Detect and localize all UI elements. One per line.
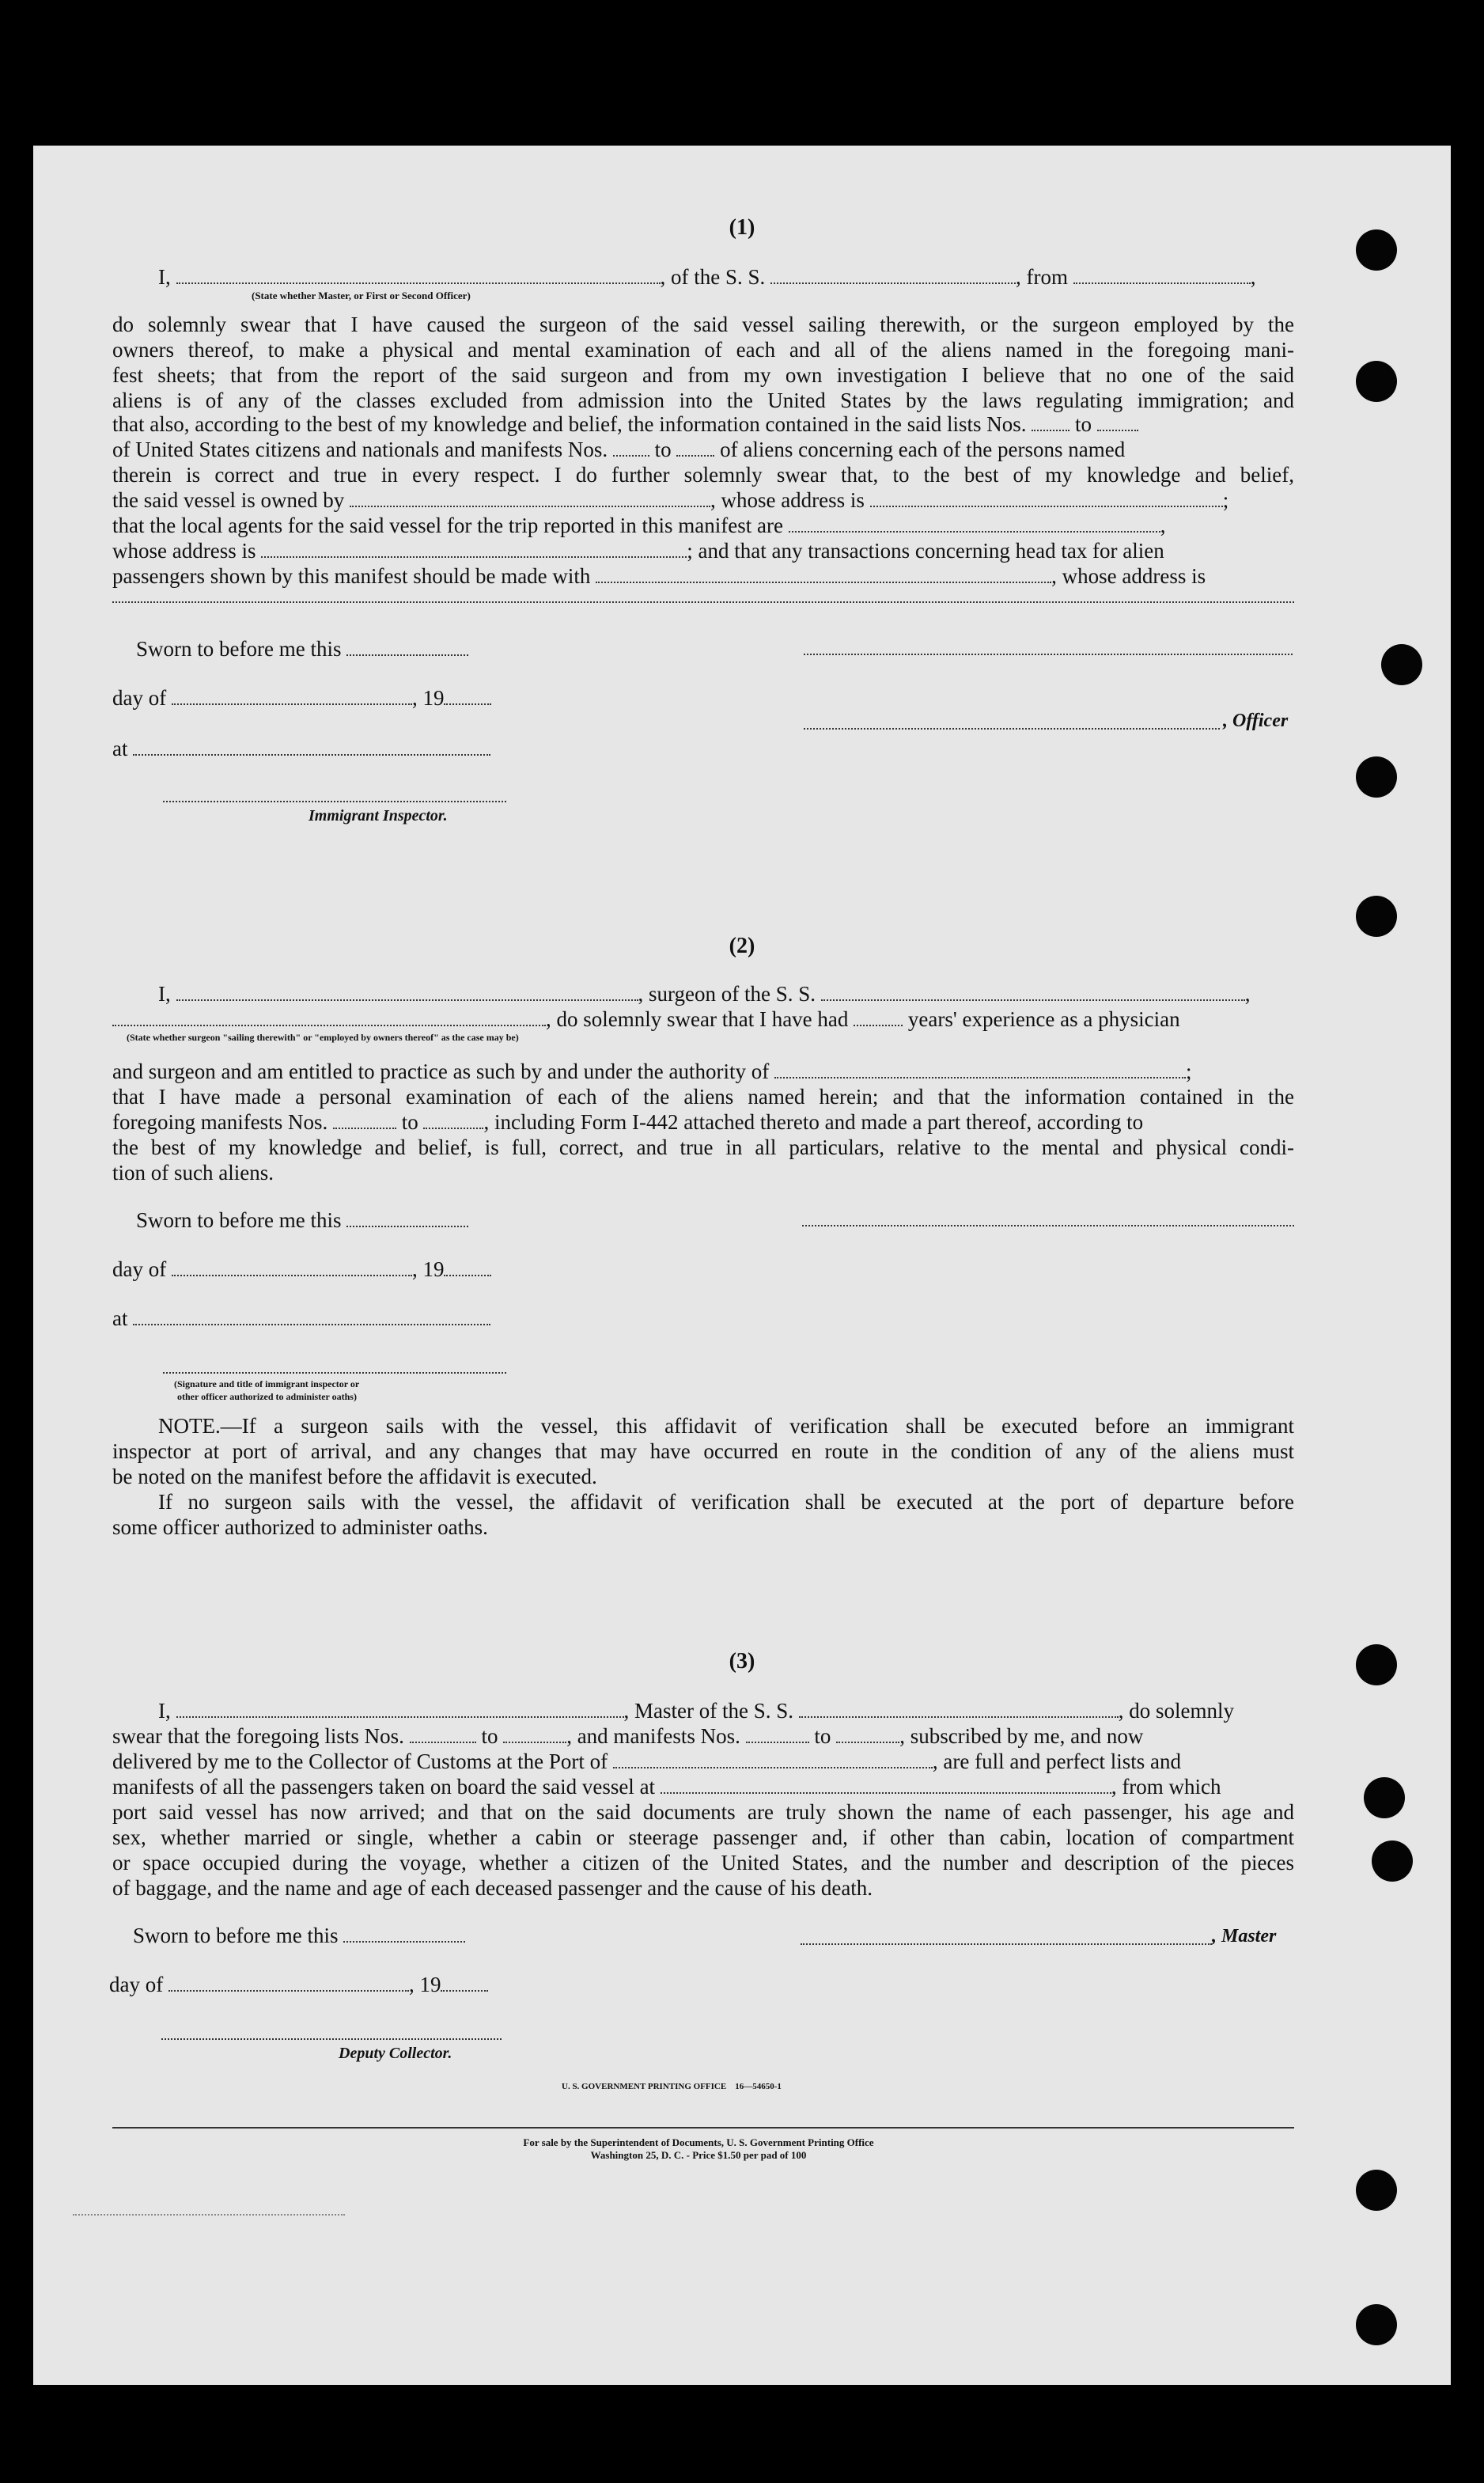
- s3-line4: manifests of all the passengers taken on board the said vessel at , from which: [112, 1775, 1221, 1799]
- s1-at: at: [112, 736, 490, 761]
- s3-line3: delivered by me to the Collector of Customs at the Port of , are full and perfect lists and: [112, 1749, 1182, 1773]
- s3-collector-signature-line[interactable]: [161, 2038, 502, 2040]
- s1-body-line: owners thereof, to make a physical and mental examination of each and all of the aliens named in the foregoing mani-: [112, 338, 1294, 362]
- sale-notice-2: Washington 25, D. C. - Price $1.50 per pad of 100: [590, 2149, 807, 2161]
- s2-line2: , do solemnly swear that I have had years' experience as a physician: [112, 1006, 1294, 1032]
- s3-body-line-last: of baggage, and the name and age of each deceased passenger and the cause of his death.: [112, 1876, 873, 1900]
- section-2-number: (2): [729, 934, 755, 958]
- s3-master-signature-line[interactable]: [801, 1943, 1212, 1945]
- s3-body-line: or space occupied during the voyage, whether a citizen of the United States, and the number and description of the pieces: [112, 1851, 1294, 1875]
- s2-line7: tion of such aliens.: [112, 1161, 274, 1185]
- s2-inspector-signature-line[interactable]: [163, 1372, 506, 1374]
- s2-line6: the best of my knowledge and belief, is full, correct, and true in all particulars, relative to the mental and physical condi-: [112, 1135, 1294, 1159]
- s1-body-line: do solemnly swear that I have caused the surgeon of the said vessel sailing therewith, or the surgeon employed by the: [112, 313, 1294, 336]
- s1-officer-note: (State whether Master, or First or Second Officer): [252, 290, 471, 301]
- footer-rule: [112, 2127, 1294, 2129]
- s2-note-line: NOTE.—If a surgeon sails with the vessel, this affidavit of verification shall be executed before an immigrant: [158, 1414, 1294, 1438]
- section-1-number: (1): [729, 215, 755, 240]
- s2-surgeon-note: (State whether surgeon "sailing therewith" or "employed by owners thereof" as the case may be): [127, 1032, 519, 1043]
- s1-whose-line: whose address is ; and that any transactions concerning head tax for alien: [112, 539, 1164, 563]
- s1-sworn: Sworn to before me this: [136, 636, 468, 662]
- punch-hole: [1364, 1777, 1405, 1818]
- stray-dotted-mark: [73, 2214, 345, 2216]
- sale-notice-1: For sale by the Superintendent of Documents, U. S. Government Printing Office: [523, 2136, 874, 2148]
- s1-line1: I, , of the S. S. , from ,: [158, 265, 1256, 289]
- s2-line4: that I have made a personal examination of each of the aliens named herein; and that the information contained in the: [112, 1085, 1294, 1109]
- s2-sig-note-2: other officer authorized to administer oaths): [177, 1391, 357, 1402]
- s2-surgeon-signature-line[interactable]: [802, 1225, 1294, 1226]
- s3-line2: swear that the foregoing lists Nos. to , and manifests Nos. to , subscribed by me, and now: [112, 1724, 1144, 1748]
- s3-sworn: Sworn to before me this: [133, 1923, 465, 1948]
- s1-lists-line: that also, according to the best of my knowledge and belief, the information contained in the said lists Nos. to: [112, 411, 1294, 437]
- punch-hole: [1356, 2170, 1397, 2211]
- s1-owned-line: the said vessel is owned by , whose address is ;: [112, 488, 1229, 512]
- s1-inspector-signature-line[interactable]: [163, 801, 506, 802]
- s1-body-line: aliens is of any of the classes excluded from admission into the United States by the laws regulating immigration; and: [112, 389, 1294, 412]
- punch-hole: [1356, 756, 1397, 798]
- s2-line3: and surgeon and am entitled to practice as such by and under the authority of ;: [112, 1060, 1192, 1083]
- s3-master-label: , Master: [1212, 1926, 1277, 1947]
- punch-hole: [1356, 896, 1397, 937]
- punch-hole: [1381, 644, 1422, 685]
- s2-note-line: be noted on the manifest before the affidavit is executed.: [112, 1465, 597, 1488]
- s1-officer-label: , Officer: [1223, 711, 1289, 731]
- s2-sig-note-1: (Signature and title of immigrant inspector or: [174, 1378, 360, 1389]
- s1-officer-name-line[interactable]: [804, 728, 1220, 730]
- s2-line1: I, , surgeon of the S. S. ,: [158, 982, 1251, 1006]
- s2-note-line: inspector at port of arrival, and any changes that may have occurred en route in the condition of any of the aliens must: [112, 1439, 1294, 1463]
- s2-at: at: [112, 1306, 490, 1331]
- section-3-number: (3): [729, 1649, 755, 1674]
- punch-hole: [1372, 1840, 1413, 1882]
- s3-day-of: day of , 19: [109, 1972, 488, 1997]
- s2-line5: foregoing manifests Nos. to , including Form I-442 attached thereto and made a part thereof, according to: [112, 1110, 1144, 1134]
- s2-note-line: some officer authorized to administer oaths.: [112, 1515, 488, 1539]
- punch-hole: [1356, 2304, 1397, 2345]
- s1-day-of: day of , 19: [112, 685, 491, 711]
- s2-day-of: day of , 19: [112, 1257, 491, 1282]
- punch-hole: [1356, 361, 1397, 402]
- s2-sworn: Sworn to before me this: [136, 1207, 468, 1233]
- s1-body-line: fest sheets; that from the report of the said surgeon and from my own investigation I believe that no one of the said: [112, 363, 1294, 387]
- s3-collector-label: Deputy Collector.: [339, 2045, 452, 2062]
- s1-address-blank[interactable]: [112, 601, 1294, 603]
- gpo-imprint: U. S. GOVERNMENT PRINTING OFFICE 16—54650-1: [562, 2082, 782, 2091]
- s3-body-line: port said vessel has now arrived; and that on the said documents are truly shown the name of each passenger, his age and: [112, 1800, 1294, 1824]
- s3-line1: I, , Master of the S. S. , do solemnly: [158, 1699, 1234, 1723]
- s2-note-line: If no surgeon sails with the vessel, the affidavit of verification shall be executed at the port of departure before: [158, 1490, 1294, 1514]
- s1-us-line: of United States citizens and nationals and manifests Nos. to of aliens concerning each of the persons named: [112, 438, 1126, 461]
- s1-officer-signature-line[interactable]: [804, 654, 1293, 655]
- s1-agents-line: that the local agents for the said vessel for the trip reported in this manifest are ,: [112, 514, 1166, 537]
- s1-therein-line: therein is correct and true in every respect. I do further solemnly swear that, to the best of my knowledge and belief,: [112, 463, 1294, 487]
- s1-passengers-line: passengers shown by this manifest should be made with , whose address is: [112, 564, 1206, 588]
- s3-body-line: sex, whether married or single, whether a cabin or steerage passenger and, if other than cabin, location of compartment: [112, 1825, 1294, 1849]
- s1-inspector-label: Immigrant Inspector.: [309, 807, 448, 825]
